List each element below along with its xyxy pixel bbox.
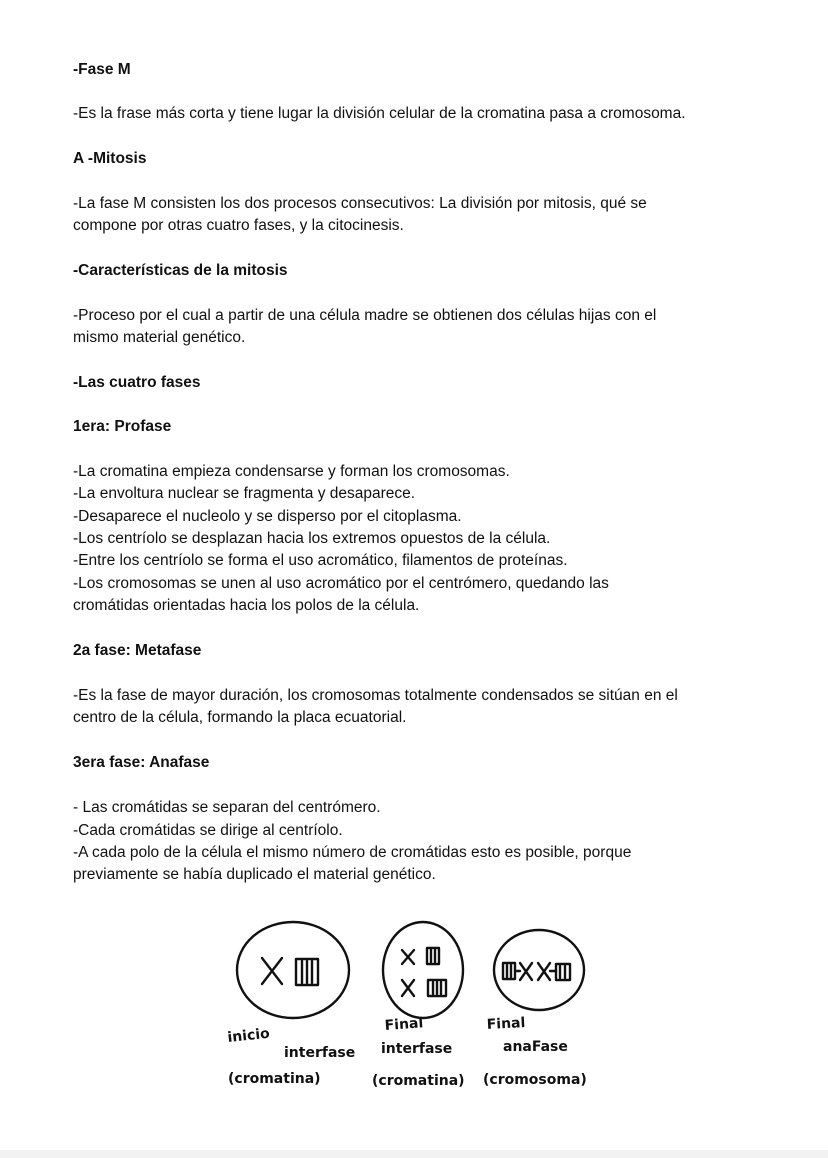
cell-1-chromosome-x bbox=[262, 958, 282, 984]
anafase-line-2: -Cada cromátidas se dirige al centríolo. bbox=[73, 822, 343, 839]
cell-2-drawing bbox=[383, 922, 463, 1018]
profase-line-2: -La envoltura nuclear se fragmenta y desaparece. bbox=[73, 485, 416, 502]
anafase-line-4: previamente se había duplicado el material genético. bbox=[73, 866, 436, 883]
cell-1-label-b: interfase bbox=[284, 1045, 356, 1061]
cell-2-label-b: interfase bbox=[381, 1041, 453, 1057]
paragraph-fase-m: -Es la frase más corta y tiene lugar la división celular de la cromatina pasa a cromosoma. bbox=[73, 105, 686, 122]
heading-profase: 1era: Profase bbox=[73, 418, 172, 435]
cell-3-label-b: anaFase bbox=[503, 1039, 568, 1055]
heading-mitosis: A -Mitosis bbox=[73, 150, 147, 167]
heading-caracteristicas: -Características de la mitosis bbox=[73, 262, 288, 279]
heading-anafase: 3era fase: Anafase bbox=[73, 754, 210, 771]
cell-3-label-c: (cromosoma) bbox=[483, 1072, 587, 1088]
page-bottom-edge bbox=[0, 1150, 828, 1158]
metafase-line-1: -Es la fase de mayor duración, los cromosomas totalmente condensados se sitúan en el bbox=[73, 687, 678, 704]
profase-line-7: cromátidas orientadas hacia los polos de la célula. bbox=[73, 597, 420, 614]
profase-line-5: -Entre los centríolo se forma el uso acromático, filamentos de proteínas. bbox=[73, 552, 568, 569]
profase-line-3: -Desaparece el nucleolo y se disperso por el citoplasma. bbox=[73, 508, 462, 525]
cell-3-label-a: Final bbox=[486, 1014, 526, 1033]
cell-2-chromosome-x-bottom bbox=[402, 980, 414, 996]
cell-1-label-c: (cromatina) bbox=[228, 1071, 321, 1087]
cell-3-drawing bbox=[494, 930, 584, 1010]
cell-2-outline bbox=[383, 922, 463, 1018]
anafase-line-1: - Las cromátidas se separan del centrómero. bbox=[73, 799, 381, 816]
paragraph-caracteristicas-line-2: mismo material genético. bbox=[73, 329, 246, 346]
anafase-line-3: -A cada polo de la célula el mismo número de cromátidas esto es posible, porque bbox=[73, 844, 632, 861]
profase-line-1: -La cromatina empieza condensarse y forman los cromosomas. bbox=[73, 463, 510, 480]
metafase-line-2: centro de la célula, formando la placa ecuatorial. bbox=[73, 709, 407, 726]
paragraph-mitosis-line-1: -La fase M consisten los dos procesos consecutivos: La división por mitosis, qué se bbox=[73, 195, 647, 212]
profase-line-4: -Los centríolo se desplazan hacia los extremos opuestos de la célula. bbox=[73, 530, 551, 547]
heading-cuatro-fases: -Las cuatro fases bbox=[73, 374, 201, 391]
heading-fase-m: -Fase M bbox=[73, 61, 131, 78]
cell-1-drawing bbox=[237, 922, 349, 1018]
profase-line-6: -Los cromosomas se unen al uso acromático por el centrómero, quedando las bbox=[73, 575, 609, 592]
cell-2-label-c: (cromatina) bbox=[372, 1073, 465, 1089]
cell-2-chromosome-x-top bbox=[402, 950, 414, 964]
heading-metafase: 2a fase: Metafase bbox=[73, 642, 202, 659]
cell-2-label-a: Final bbox=[384, 1015, 424, 1034]
cell-1-outline bbox=[237, 922, 349, 1018]
paragraph-caracteristicas-line-1: -Proceso por el cual a partir de una célula madre se obtienen dos células hijas con el bbox=[73, 307, 657, 324]
paragraph-mitosis-line-2: compone por otras cuatro fases, y la citocinesis. bbox=[73, 217, 404, 234]
cell-1-label-a: inicio bbox=[226, 1025, 271, 1046]
